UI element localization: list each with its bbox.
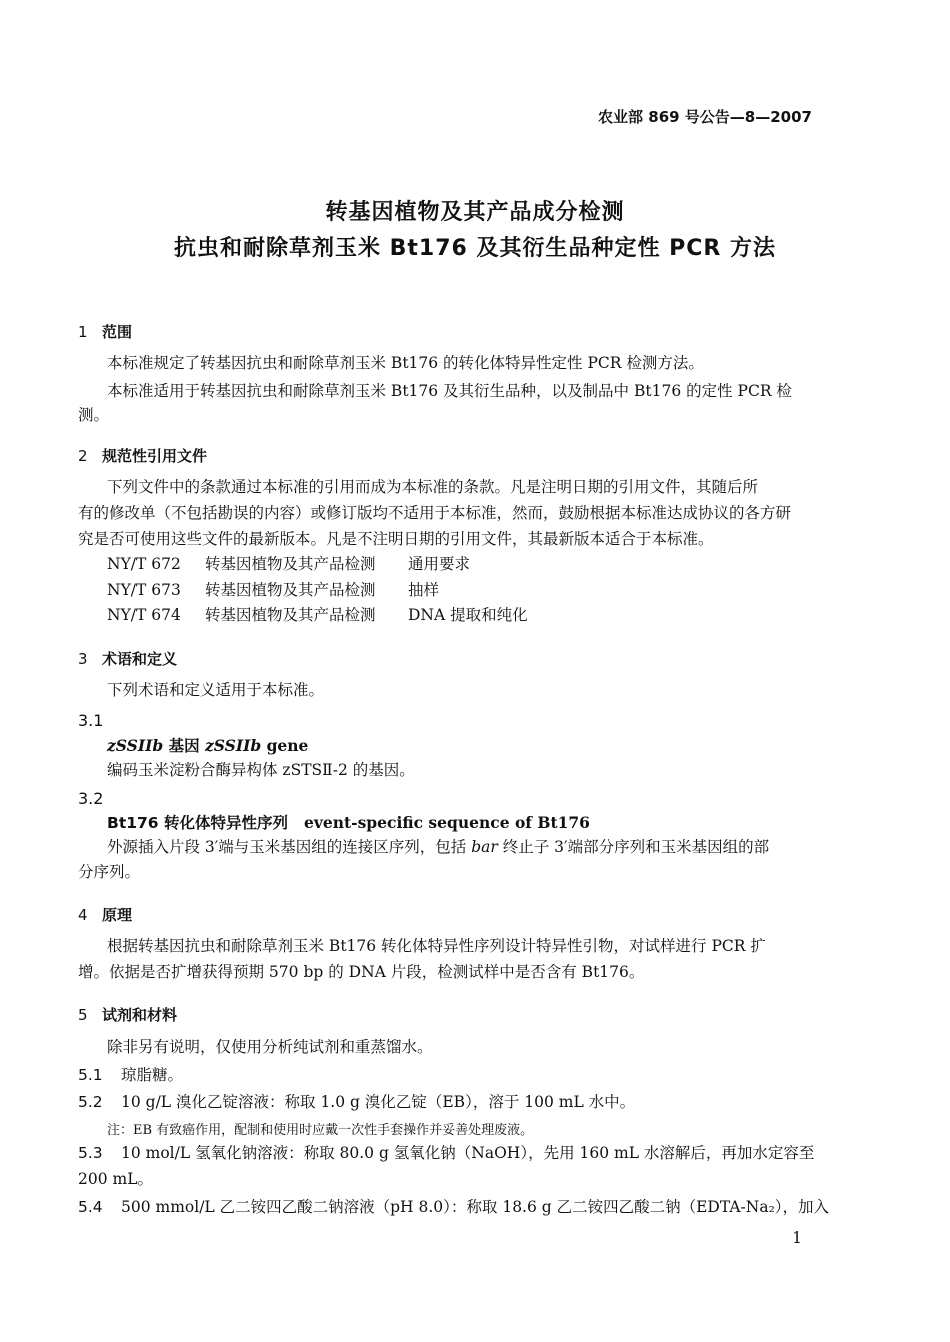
normative-reference-row [107, 557, 470, 573]
section-number: 5 [78, 1006, 88, 1024]
section-3-heading [78, 648, 177, 669]
section-4-paragraph-line-2: 增。依据是否扩增获得预期 570 bp 的 DNA 片段，检测试样中是否含有 Bt176。 [78, 963, 645, 981]
section-number: 3 [78, 650, 88, 668]
term-english-name: event-specific sequence of Bt176 [303, 813, 590, 832]
section-title: 范围 [102, 323, 133, 341]
normative-reference-row [107, 583, 439, 599]
reference-code: NY/T 674 [107, 606, 181, 624]
section-title: 试剂和材料 [102, 1006, 178, 1024]
normative-reference-row [107, 608, 528, 624]
reference-name: 转基因植物及其产品检测 [205, 555, 376, 573]
document-title-line-2: 抗虫和耐除草剂玉米 Bt176 及其衍生品种定性 PCR 方法 [173, 236, 777, 261]
section-2-paragraph-line-3: 究是否可使用这些文件的最新版本。凡是不注明日期的引用文件，其最新版本适合于本标准。 [78, 530, 714, 548]
section-1-paragraph-2-line-2: 测。 [78, 406, 110, 424]
term-chinese-name: 基因 [163, 736, 205, 755]
definition-text: 终止子 3′端部分序列和玉米基因组的部 [497, 838, 770, 856]
item-5-4 [78, 1200, 829, 1216]
section-2-paragraph-line-1: 下列文件中的条款通过本标准的引用而成为本标准的条款。凡是注明日期的引用文件，其随后所 [107, 478, 759, 496]
term-english-name: gene [261, 736, 309, 755]
item-number: 5.1 [78, 1066, 103, 1084]
section-2-paragraph-line-2: 有的修改单（不包括勘误的内容）或修订版均不适用于本标准，然而，鼓励根据本标准达成协议的各方研 [78, 504, 792, 522]
section-1-paragraph-1: 本标准规定了转基因抗虫和耐除草剂玉米 Bt176 的转化体特异性定性 PCR 检测方法。 [107, 354, 704, 372]
term-3-2-title [107, 815, 590, 832]
reference-topic: 抽样 [408, 581, 440, 599]
document-title-line-1: 转基因植物及其产品成分检测 [325, 200, 625, 225]
section-title: 术语和定义 [102, 650, 178, 668]
item-5-3-line-2: 200 mL。 [78, 1170, 154, 1188]
definition-text: 外源插入片段 3′端与玉米基因组的连接区序列，包括 [107, 838, 472, 856]
section-1-paragraph-2-line-1: 本标准适用于转基因抗虫和耐除草剂玉米 Bt176 及其衍生品种，以及制品中 Bt176 的定性 PCR 检 [107, 382, 792, 400]
section-number: 1 [78, 323, 88, 341]
item-5-3-line-1 [78, 1146, 814, 1162]
section-number: 4 [78, 906, 88, 924]
item-text: 琼脂糖。 [121, 1066, 184, 1084]
term-3-1-definition: 编码玉米淀粉合酶异构体 zSTSⅡ-2 的基因。 [107, 761, 415, 779]
section-4-paragraph-line-1: 根据转基因抗虫和耐除草剂玉米 Bt176 转化体特异性序列设计特异性引物，对试样进行 PCR 扩 [107, 937, 766, 955]
reference-code: NY/T 673 [107, 581, 181, 599]
item-text: 10 mol/L 氢氧化钠溶液：称取 80.0 g 氢氧化钠（NaOH），先用 160 mL 水溶解后，再加水定容至 [121, 1144, 815, 1162]
term-italic-name: zSSIIb [107, 736, 164, 755]
term-3-2-definition-line-1 [107, 840, 769, 856]
item-5-1 [78, 1068, 183, 1084]
item-5-2 [78, 1095, 635, 1111]
section-5-heading [78, 1004, 177, 1025]
item-text: 10 g/L 溴化乙锭溶液：称取 1.0 g 溴化乙锭（EB），溶于 100 mL 水中。 [121, 1093, 636, 1111]
note: 注：EB 有致癌作用，配制和使用时应戴一次性手套操作并妥善处理废液。 [107, 1123, 534, 1138]
item-number: 5.2 [78, 1093, 103, 1111]
document-number: 农业部 869 号公告—8—2007 [598, 108, 812, 126]
section-3-paragraph: 下列术语和定义适用于本标准。 [107, 681, 325, 699]
section-5-paragraph: 除非另有说明，仅使用分析纯试剂和重蒸馏水。 [107, 1038, 433, 1056]
term-3-1-title [107, 738, 308, 754]
item-number: 5.3 [78, 1144, 103, 1162]
term-3-1-number: 3.1 [78, 711, 104, 730]
reference-name: 转基因植物及其产品检测 [205, 606, 376, 624]
reference-topic: DNA 提取和纯化 [408, 606, 528, 624]
reference-name: 转基因植物及其产品检测 [205, 581, 376, 599]
section-1-heading [78, 321, 132, 342]
section-2-heading [78, 445, 207, 466]
item-text: 500 mmol/L 乙二铵四乙酸二钠溶液（pH 8.0）：称取 18.6 g 乙二铵四乙酸二钠（EDTA-Na₂），加入 [121, 1198, 830, 1216]
section-title: 原理 [102, 906, 133, 924]
term-3-2-definition-line-2: 分序列。 [78, 863, 141, 881]
reference-code: NY/T 672 [107, 555, 181, 573]
term-chinese-name: Bt176 转化体特异性序列 [107, 814, 288, 832]
term-italic-name: zSSIIb [204, 736, 262, 755]
page-number: 1 [792, 1229, 802, 1247]
section-number: 2 [78, 447, 88, 465]
reference-topic: 通用要求 [408, 555, 471, 573]
section-4-heading [78, 904, 132, 925]
item-number: 5.4 [78, 1198, 103, 1216]
section-title: 规范性引用文件 [102, 447, 208, 465]
gene-name: bar [471, 838, 498, 856]
term-3-2-number: 3.2 [78, 789, 104, 808]
